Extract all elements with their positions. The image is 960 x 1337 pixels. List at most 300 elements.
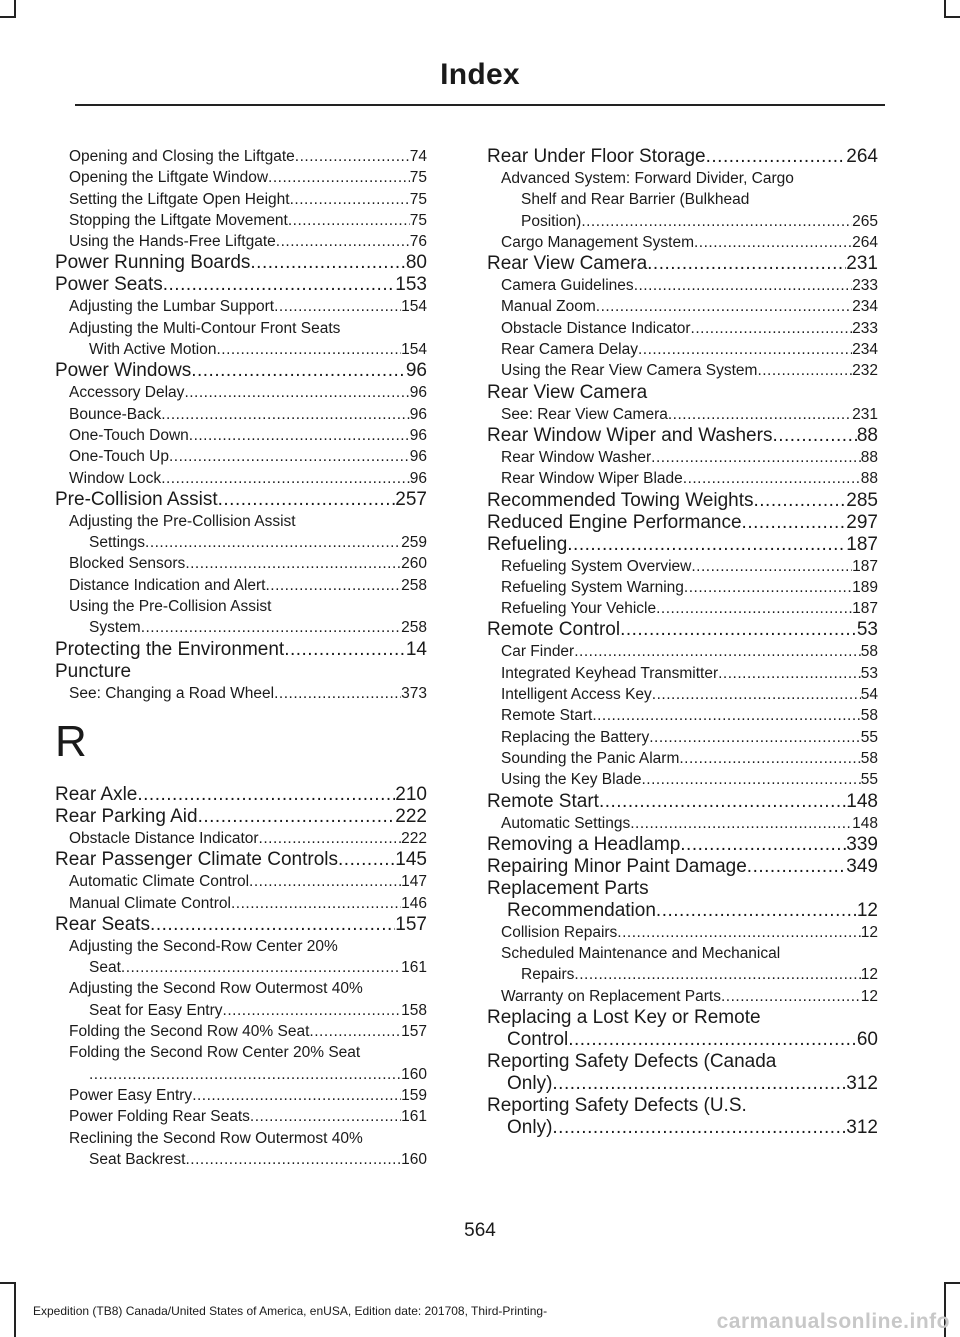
entry-text: Obstacle Distance Indicator <box>501 319 691 337</box>
footer-edition-info: Expedition (TB8) Canada/United States of America, enUSA, Edition date: 201708, Third-Printing- <box>33 1304 548 1318</box>
section-letter: R <box>55 716 87 766</box>
dot-leader <box>137 784 395 806</box>
entry-text: Rear View Camera <box>487 253 648 275</box>
index-subentry <box>55 1021 427 1042</box>
dot-leader <box>338 849 395 871</box>
crop-mark <box>14 1282 16 1337</box>
entry-text: Reduced Engine Performance <box>487 511 742 533</box>
dot-leader <box>754 490 847 512</box>
entry-text-continued: Seat Backrest <box>89 1150 186 1168</box>
index-subentry <box>487 404 878 425</box>
dot-leader <box>231 893 401 914</box>
index-subentry <box>487 813 878 834</box>
page-ref: 158 <box>401 1001 427 1019</box>
index-subentry <box>55 553 427 574</box>
page-ref: 154 <box>401 298 427 316</box>
index-subentry <box>487 296 878 317</box>
dot-leader <box>145 532 401 553</box>
index-subentry <box>55 468 427 489</box>
page-ref: 265 <box>852 212 878 230</box>
index-entry <box>55 274 427 296</box>
page-ref: 234 <box>852 298 878 316</box>
index-subentry <box>487 232 878 253</box>
page-ref: 264 <box>852 233 878 251</box>
dot-leader <box>651 447 861 468</box>
entry-text: Replacement Parts <box>487 877 649 899</box>
page-ref: 349 <box>846 855 878 877</box>
entry-text: Opening the Liftgate Window <box>69 169 269 187</box>
entry-text: Rear Under Floor Storage <box>487 146 706 167</box>
entry-text: Folding the Second Row 40% Seat <box>69 1023 310 1041</box>
entry-text: Remote Start <box>487 790 599 812</box>
page-ref: 160 <box>401 1065 427 1083</box>
entry-text: Rear Window Wiper Blade <box>501 470 683 488</box>
dot-leader <box>634 275 852 296</box>
entry-text: Blocked Sensors <box>69 555 186 573</box>
entry-text-continued: Control <box>507 1029 569 1051</box>
page-ref: 161 <box>401 1108 427 1126</box>
entry-text-continued: Seat for Easy Entry <box>89 1001 223 1019</box>
entry-text: Distance Indication and Alert <box>69 576 266 594</box>
dot-leader <box>250 1106 401 1127</box>
index-subentry <box>55 404 427 425</box>
dot-leader <box>265 575 401 596</box>
index-entry <box>487 619 878 641</box>
dot-leader <box>552 1073 846 1095</box>
dot-leader <box>684 577 852 598</box>
index-subentry <box>55 167 427 188</box>
page-ref: 159 <box>401 1086 427 1104</box>
index-subentry <box>55 189 427 210</box>
entry-text: Puncture <box>55 660 132 682</box>
index-subentry <box>487 275 878 296</box>
dot-leader <box>620 619 857 641</box>
index-subentry <box>487 468 878 489</box>
entry-text: Power Seats <box>55 274 163 296</box>
page-ref: 12 <box>856 899 878 921</box>
page-ref: 12 <box>860 923 878 941</box>
dot-leader <box>592 705 860 726</box>
page-ref: 222 <box>395 805 427 827</box>
index-subentry <box>55 828 427 849</box>
entry-text: Using the Pre-Collision Assist <box>69 598 272 616</box>
page-ref: 88 <box>860 448 878 466</box>
entry-text: Collision Repairs <box>501 923 618 941</box>
index-subentry <box>487 943 878 986</box>
dot-leader <box>284 639 406 661</box>
dot-leader <box>772 425 856 447</box>
entry-text: Repairing Minor Paint Damage <box>487 855 747 877</box>
dot-leader <box>163 274 396 296</box>
page-ref: 55 <box>860 771 878 789</box>
page-ref: 60 <box>856 1029 878 1051</box>
dot-leader <box>150 914 395 936</box>
index-subentry <box>487 986 878 1007</box>
dot-leader <box>192 1085 401 1106</box>
index-entry <box>55 784 427 806</box>
index-subentry <box>55 1042 427 1085</box>
dot-leader <box>309 1021 401 1042</box>
page-ref: 231 <box>852 405 878 423</box>
dot-leader <box>259 828 402 849</box>
page-ref: 160 <box>401 1150 427 1168</box>
page-ref: 157 <box>401 1023 427 1041</box>
entry-text: Rear View Camera <box>487 381 648 403</box>
entry-text: Rear Window Washer <box>501 448 652 466</box>
index-entry <box>487 534 878 556</box>
index-entry <box>55 661 427 683</box>
page-ref: 187 <box>852 600 878 618</box>
dot-leader <box>217 339 402 360</box>
entry-text-continued: Repairs <box>521 966 575 984</box>
dot-leader <box>191 360 406 382</box>
index-subentry <box>55 318 427 361</box>
page-ref: 260 <box>401 555 427 573</box>
index-entry <box>487 146 878 168</box>
dot-leader <box>691 318 853 339</box>
page-ref: 232 <box>852 362 878 380</box>
page-ref: 259 <box>401 534 427 552</box>
dot-leader <box>656 598 852 619</box>
dot-leader <box>649 727 861 748</box>
index-subentry <box>487 168 878 232</box>
entry-text: Adjusting the Second Row Outermost 40% <box>69 980 363 998</box>
title-rule <box>75 104 885 106</box>
entry-text: Rear Passenger Climate Controls <box>55 849 339 871</box>
index-column-right <box>487 146 878 1139</box>
entry-text: Scheduled Maintenance and Mechanical <box>501 945 781 963</box>
dot-leader <box>567 534 846 556</box>
entry-text: Using the Rear View Camera System <box>501 362 758 380</box>
page-ref: 187 <box>846 533 878 555</box>
index-entry <box>487 834 878 856</box>
entry-text-continued: Position) <box>521 212 582 230</box>
index-subentry <box>55 446 427 467</box>
entry-text: Intelligent Access Key <box>501 686 652 704</box>
page-ref: 231 <box>846 253 878 275</box>
index-subentry <box>55 1128 427 1171</box>
entry-text: One-Touch Up <box>69 448 169 466</box>
index-column-left <box>55 146 427 1170</box>
entry-text: Camera Guidelines <box>501 277 634 295</box>
page-ref: 96 <box>409 405 427 423</box>
dot-leader <box>552 1117 846 1139</box>
index-subentry <box>55 382 427 403</box>
index-subentry <box>55 683 427 704</box>
entry-text: Accessory Delay <box>69 384 185 402</box>
page-ref: 12 <box>860 987 878 1005</box>
index-entry <box>55 360 427 382</box>
page-ref: 187 <box>852 557 878 575</box>
index-subentry <box>487 339 878 360</box>
crop-mark <box>0 16 16 18</box>
page-ref: 222 <box>401 829 427 847</box>
dot-leader <box>683 468 861 489</box>
index-subentry <box>487 663 878 684</box>
page-ref: 58 <box>860 643 878 661</box>
dot-leader <box>599 791 846 813</box>
index-entry <box>487 382 878 404</box>
index-subentry <box>55 893 427 914</box>
index-subentry <box>55 978 427 1021</box>
dot-leader <box>581 211 852 232</box>
entry-text: See: Changing a Road Wheel <box>69 684 275 702</box>
entry-text: Rear Parking Aid <box>55 805 198 827</box>
page-ref: 373 <box>401 684 427 702</box>
dot-leader <box>250 252 405 274</box>
entry-text-continued: With Active Motion <box>89 341 217 359</box>
index-entry <box>487 490 878 512</box>
dot-leader <box>718 663 861 684</box>
page-ref: 96 <box>409 426 427 444</box>
index-subentry <box>55 425 427 446</box>
index-subentry <box>487 769 878 790</box>
entry-text: Rear Window Wiper and Washers <box>487 424 773 446</box>
entry-text: Reporting Safety Defects (Canada <box>487 1051 777 1073</box>
index-subentry <box>55 575 427 596</box>
dot-leader <box>742 512 847 534</box>
entry-text: Refueling System Warning <box>501 578 684 596</box>
page-ref: 74 <box>409 148 427 165</box>
index-subentry <box>55 296 427 317</box>
page-ref: 161 <box>401 959 427 977</box>
entry-text: Refueling <box>487 533 568 555</box>
entry-text: Adjusting the Second-Row Center 20% <box>69 937 338 955</box>
index-subentry <box>487 360 878 381</box>
entry-text: Adjusting the Pre-Collision Assist <box>69 512 296 530</box>
dot-leader <box>161 404 410 425</box>
page-ref: 154 <box>401 341 427 359</box>
page-ref: 14 <box>405 638 427 660</box>
entry-text: Adjusting the Lumbar Support <box>69 298 275 316</box>
dot-leader <box>249 871 401 892</box>
index-subentry <box>487 922 878 943</box>
page-ref: 96 <box>409 384 427 402</box>
entry-text-continued: Shelf and Rear Barrier (Bulkhead <box>521 191 750 209</box>
index-subentry <box>487 684 878 705</box>
page-ref: 258 <box>401 576 427 594</box>
entry-text: Sounding the Panic Alarm <box>501 749 680 767</box>
page-ref: 145 <box>395 849 427 871</box>
entry-text: Advanced System: Forward Divider, Cargo <box>501 170 794 187</box>
entry-text: Remote Control <box>487 619 621 641</box>
dot-leader <box>680 834 846 856</box>
index-subentry <box>487 556 878 577</box>
entry-text: Power Folding Rear Seats <box>69 1108 250 1126</box>
entry-text: Remote Start <box>501 707 593 725</box>
page-ref: 53 <box>860 664 878 682</box>
dot-leader <box>757 360 852 381</box>
dot-leader <box>694 232 852 253</box>
index-subentry <box>487 641 878 662</box>
page-ref: 312 <box>846 1117 878 1139</box>
page-ref: 54 <box>860 686 878 704</box>
page-ref: 96 <box>409 469 427 487</box>
entry-text-continued: Only) <box>507 1073 553 1095</box>
index-subentry <box>55 1106 427 1127</box>
page-ref: 146 <box>401 894 427 912</box>
page-ref: 189 <box>852 578 878 596</box>
dot-leader <box>218 489 396 511</box>
page-ref: 339 <box>846 833 878 855</box>
index-subentry <box>487 577 878 598</box>
dot-leader <box>184 382 409 403</box>
entry-text-continued: Settings <box>89 534 146 552</box>
index-subentry <box>487 727 878 748</box>
dot-leader <box>574 641 861 662</box>
entry-text: Automatic Climate Control <box>69 873 250 891</box>
page-number: 564 <box>464 1220 496 1241</box>
index-subentry <box>487 598 878 619</box>
entry-text: Adjusting the Multi-Contour Front Seats <box>69 319 341 337</box>
entry-text: Rear Camera Delay <box>501 341 638 359</box>
dot-leader <box>169 446 410 467</box>
entry-text: Recommended Towing Weights <box>487 489 754 511</box>
entry-text: Replacing the Battery <box>501 728 650 746</box>
page-ref: 233 <box>852 319 878 337</box>
index-entry <box>487 878 878 922</box>
index-entry <box>487 1007 878 1051</box>
page-ref: 153 <box>395 274 427 296</box>
dot-leader <box>574 964 860 985</box>
entry-text: Integrated Keyhead Transmitter <box>501 664 719 682</box>
dot-leader <box>721 986 861 1007</box>
entry-text: Rear Axle <box>55 783 138 805</box>
entry-text: Opening and Closing the Liftgate <box>69 148 295 165</box>
index-entry <box>55 914 427 936</box>
entry-text: Warranty on Replacement Parts <box>501 987 721 1005</box>
entry-text: Obstacle Distance Indicator <box>69 829 259 847</box>
page-ref: 80 <box>405 252 427 274</box>
dot-leader <box>198 806 396 828</box>
page-ref: 148 <box>846 790 878 812</box>
entry-text: Pre-Collision Assist <box>55 488 218 510</box>
dot-leader <box>638 339 852 360</box>
entry-text-continued: Seat <box>89 959 121 977</box>
dot-leader <box>185 553 401 574</box>
dot-leader <box>121 957 401 978</box>
index-subentry <box>55 936 427 979</box>
dot-leader <box>276 231 410 252</box>
page-ref: 75 <box>409 190 427 208</box>
entry-text: Power Easy Entry <box>69 1086 193 1104</box>
watermark: carmanualsonline.info <box>716 1310 950 1333</box>
dot-leader <box>141 617 401 638</box>
entry-text: Manual Climate Control <box>69 894 231 912</box>
dot-leader <box>617 922 860 943</box>
page-ref: 76 <box>409 233 427 251</box>
crop-mark <box>944 16 960 18</box>
entry-text: Reporting Safety Defects (U.S. <box>487 1095 747 1117</box>
entry-text: Reclining the Second Row Outermost 40% <box>69 1129 363 1147</box>
page-ref: 12 <box>860 966 878 984</box>
dot-leader <box>295 146 410 167</box>
page-ref: 58 <box>860 707 878 725</box>
page-title: Index <box>440 58 520 91</box>
entry-text: Protecting the Environment <box>55 638 285 660</box>
page-ref: 210 <box>395 783 427 805</box>
index-subentry <box>55 231 427 252</box>
index-subentry <box>487 705 878 726</box>
entry-text: One-Touch Down <box>69 426 189 444</box>
page-ref: 147 <box>401 873 427 891</box>
page-ref: 312 <box>846 1073 878 1095</box>
dot-leader <box>288 210 410 231</box>
index-entry <box>487 856 878 878</box>
index-subentry <box>55 596 427 639</box>
dot-leader <box>189 425 410 446</box>
page-ref: 257 <box>395 488 427 510</box>
entry-text: Window Lock <box>69 469 162 487</box>
entry-text: Cargo Management System <box>501 233 694 251</box>
index-entry <box>55 849 427 871</box>
entry-text: Stopping the Liftgate Movement <box>69 211 288 229</box>
index-entry <box>55 252 427 274</box>
index-subentry <box>487 748 878 769</box>
index-subentry <box>55 210 427 231</box>
page-ref: 88 <box>856 424 878 446</box>
index-entry <box>55 806 427 828</box>
index-entry <box>487 1051 878 1095</box>
entry-text: Bounce-Back <box>69 405 162 423</box>
dot-leader <box>268 167 410 188</box>
page-ref: 55 <box>860 728 878 746</box>
page-ref: 285 <box>846 489 878 511</box>
dot-leader <box>652 684 861 705</box>
index-entry <box>487 1095 878 1139</box>
entry-text: Folding the Second Row Center 20% Seat <box>69 1044 361 1062</box>
crop-mark <box>944 1282 960 1284</box>
dot-leader <box>691 556 852 577</box>
dot-leader <box>161 468 410 489</box>
page-ref: 297 <box>846 511 878 533</box>
page-ref: 234 <box>852 341 878 359</box>
dot-leader <box>274 683 401 704</box>
page-ref: 58 <box>860 749 878 767</box>
dot-leader <box>223 1000 402 1021</box>
dot-leader <box>656 900 857 922</box>
index-entry <box>55 489 427 511</box>
entry-text: Using the Hands-Free Liftgate <box>69 233 276 251</box>
index-entry <box>55 639 427 661</box>
dot-leader <box>186 1149 402 1170</box>
entry-text: Refueling System Overview <box>501 557 692 575</box>
page-ref: 258 <box>401 619 427 637</box>
entry-text: See: Rear View Camera <box>501 405 668 423</box>
entry-text-continued: Recommendation <box>507 899 656 921</box>
entry-text: Replacing a Lost Key or Remote <box>487 1007 761 1029</box>
dot-leader <box>647 253 846 275</box>
page-ref: 75 <box>409 169 427 187</box>
dot-leader <box>596 296 852 317</box>
dot-leader <box>668 404 852 425</box>
index-subentry <box>487 447 878 468</box>
index-entry <box>487 253 878 275</box>
dot-leader <box>630 813 852 834</box>
entry-text: Power Windows <box>55 360 192 382</box>
page-ref: 75 <box>409 211 427 229</box>
page-ref: 148 <box>852 814 878 832</box>
index-entry <box>487 512 878 534</box>
entry-text: Setting the Liftgate Open Height <box>69 190 290 208</box>
entry-text-continued: Only) <box>507 1117 553 1139</box>
entry-text: Rear Seats <box>55 913 151 935</box>
dot-leader <box>290 189 410 210</box>
index-subentry <box>487 318 878 339</box>
entry-text: Refueling Your Vehicle <box>501 600 657 618</box>
entry-text: Removing a Headlamp <box>487 833 681 855</box>
dot-leader <box>679 748 860 769</box>
